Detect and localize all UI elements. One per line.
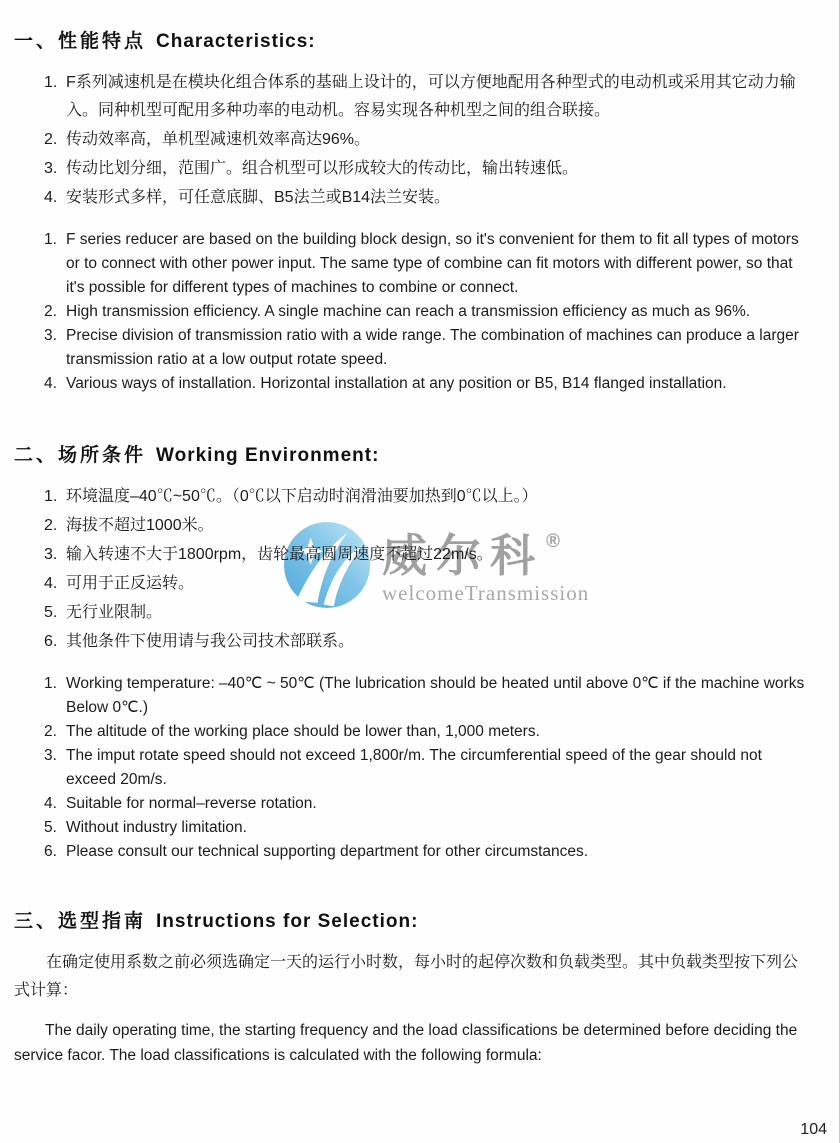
item-text: Various ways of installation. Horizontal installation at any position or B5, B14 flanged installation. [66,375,727,392]
list-item [44,483,813,511]
item-number: 3. [44,747,57,764]
list-item [44,69,813,125]
environment-list-en [44,672,813,864]
section-heading-en: Instructions for Selection: [156,911,419,932]
list-item [44,155,813,183]
item-text: Working temperature: –40℃ ~ 50℃ (The lubrication should be heated until above 0℃ if the machine works Below 0℃.) [66,675,805,716]
item-number: 6. [44,633,58,650]
item-text: Without industry limitation. [66,819,247,836]
section-heading [14,440,813,467]
list-item [44,324,813,372]
list-item [44,300,813,324]
item-text: 安装形式多样，可任意底脚、B5法兰或B14法兰安装。 [66,189,451,206]
section-heading-cn: 三、选型指南 [14,911,147,932]
section-heading [14,906,813,933]
item-number: 5. [44,819,57,836]
section-heading-cn: 一、性能特点 [14,31,147,52]
list-item [44,372,813,396]
item-text: F series reducer are based on the building block design, so it's convenient for them to fit all types of motors or to connect with other power input. The same type of combine can fit motors with different power, so that it's possible for different types of machines to combine or connect. [66,231,799,296]
section-heading [14,26,813,53]
item-text: 其他条件下使用请与我公司技术部联系。 [66,633,355,650]
item-text: F系列减速机是在模块化组合体系的基础上设计的，可以方便地配用各种型式的电动机或采用其它动力输入。同种机型可配用多种功率的电动机。容易实现各种机型之间的组合联接。 [66,74,796,119]
environment-list-cn [44,483,813,656]
list-item [44,228,813,300]
item-text: 传动效率高，单机型减速机效率高达96%。 [66,131,371,148]
selection-paragraph-en: The daily operating time, the starting frequency and the load classifications be determined before deciding the service facor. The load classifications is calculated with the following formula: [14,1022,798,1064]
list-item [44,792,813,816]
item-text: 可用于正反运转。 [66,575,195,592]
list-item [44,599,813,627]
item-number: 4. [44,189,58,206]
item-number: 2. [44,517,58,534]
item-number: 1. [44,74,58,91]
section-working-environment [14,440,813,864]
item-number: 1. [44,488,58,505]
list-item [44,816,813,840]
item-number: 2. [44,131,58,148]
item-text: Suitable for normal–reverse rotation. [66,795,317,812]
list-item [44,840,813,864]
section-heading-en: Working Environment: [156,445,380,466]
item-text: High transmission efficiency. A single machine can reach a transmission efficiency as much as 96%. [66,303,751,320]
item-text: The altitude of the working place should be lower than, 1,000 meters. [66,723,540,740]
item-number: 1. [44,231,57,248]
list-item [44,744,813,792]
list-item [44,541,813,569]
section-instructions-selection [14,906,813,1068]
brand-name-en: welcomeTransmission [382,581,590,605]
list-item [44,184,813,212]
registered-mark-icon: ® [546,531,561,552]
item-number: 1. [44,675,57,692]
list-item [44,570,813,598]
list-item [44,720,813,744]
list-item [44,628,813,656]
item-text: 海拔不超过1000米。 [66,517,214,534]
section-heading-en: Characteristics: [156,31,316,52]
item-text: Please consult our technical supporting department for other circumstances. [66,843,589,860]
item-number: 4. [44,375,57,392]
item-number: 5. [44,604,58,621]
item-number: 3. [44,546,58,563]
item-number: 2. [44,303,57,320]
item-number: 4. [44,795,57,812]
characteristics-list-cn [44,69,813,212]
item-text: 环境温度–40℃~50℃。（0℃以下启动时润滑油要加热到0℃以上。） [66,488,538,505]
item-text: 传动比划分细，范围广。组合机型可以形成较大的传动比，输出转速低。 [66,160,579,177]
item-number: 3. [44,327,57,344]
section-characteristics [14,26,813,396]
item-text: 输入转速不大于1800rpm，齿轮最高圆周速度不超过22m/s。 [66,546,493,563]
item-number: 2. [44,723,57,740]
item-text: 无行业限制。 [66,604,163,621]
page-number: 104 [800,1121,827,1138]
selection-paragraph-cn: 在确定使用系数之前必须选确定一天的运行小时数，每小时的起停次数和负载类型。其中负载类型按下列公式计算： [14,954,799,999]
list-item [44,126,813,154]
item-text: Precise division of transmission ratio with a wide range. The combination of machines can produce a larger transmission ratio at a low output rotate speed. [66,327,799,368]
list-item [44,672,813,720]
item-number: 6. [44,843,57,860]
item-number: 4. [44,575,58,592]
brand-name-cn: 威尔科 ® [382,530,561,581]
list-item [44,512,813,540]
item-text: The imput rotate speed should not exceed 1,800r/m. The circumferential speed of the gear should not exceed 20m/s. [66,747,762,788]
item-number: 3. [44,160,58,177]
characteristics-list-en [44,228,813,396]
section-heading-cn: 二、场所条件 [14,445,147,466]
